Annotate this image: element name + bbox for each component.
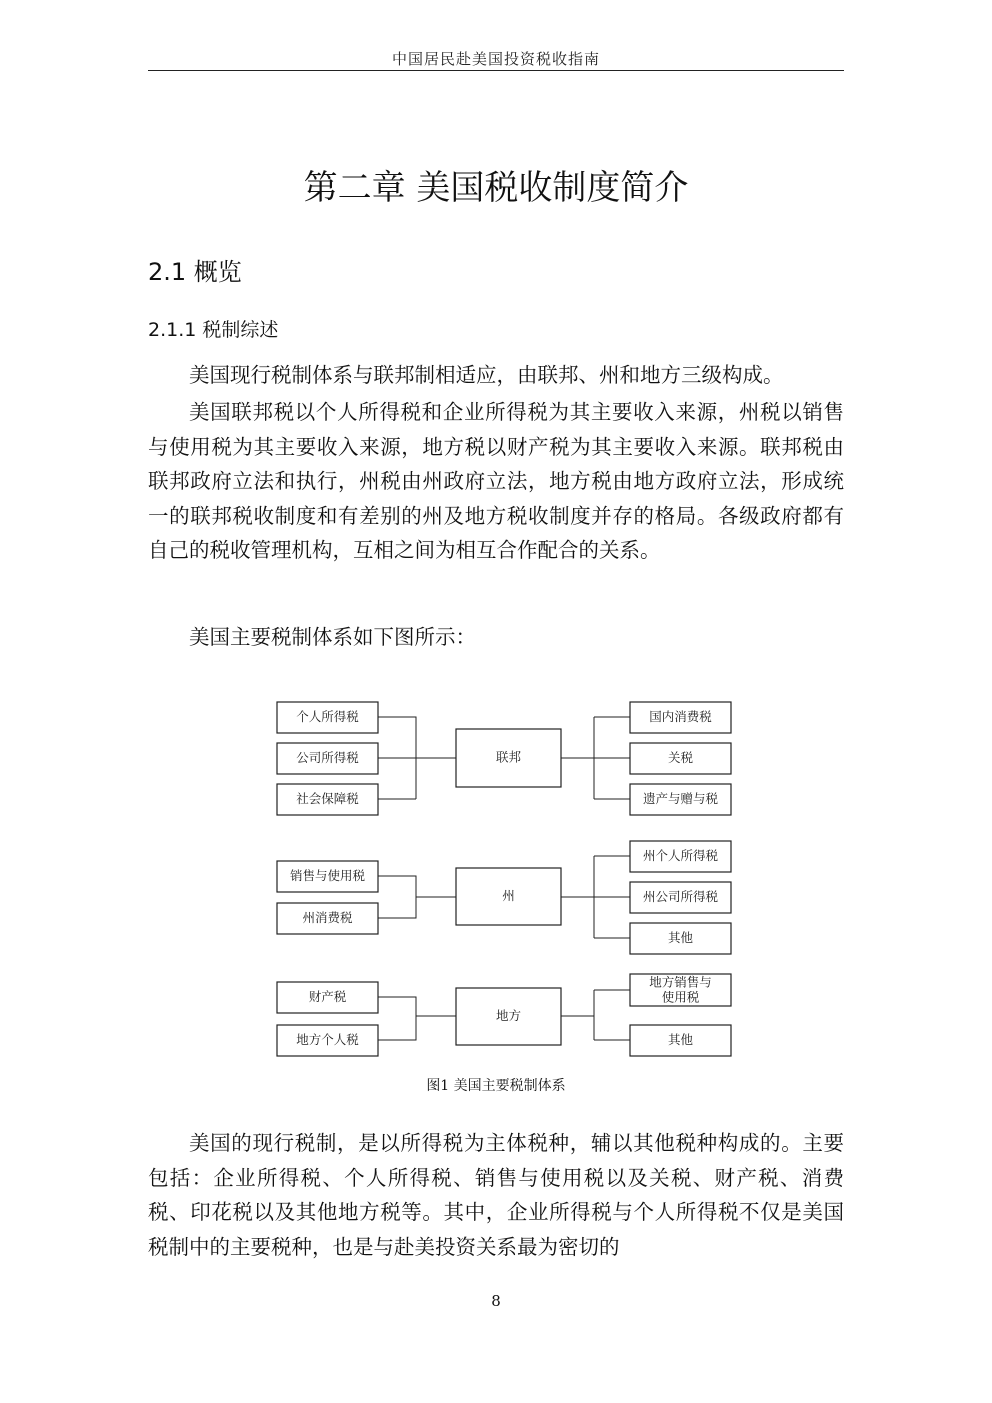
section-title: 2.1 概览 [148, 258, 242, 286]
diagram-center-label: 州 [502, 888, 515, 903]
figure-caption: 图1 美国主要税制体系 [426, 1078, 566, 1094]
paragraph-3: 美国主要税制体系如下图所示： [189, 625, 476, 649]
running-header: 中国居民赴美国投资税收指南 [391, 50, 600, 68]
paragraph-1: 美国现行税制体系与联邦制相适应，由联邦、州和地方三级构成。 [189, 363, 784, 387]
diagram-group-federal [277, 702, 731, 815]
diagram-box-label: 州消费税 [302, 910, 353, 925]
diagram-box-label: 关税 [667, 750, 694, 765]
diagram-center-label: 联邦 [495, 749, 522, 765]
diagram-box-label: 使用税 [661, 989, 700, 1005]
diagram-box-label: 遗产与赠与税 [642, 791, 719, 806]
diagram-box-label: 其他 [667, 1032, 694, 1047]
diagram-center-label: 地方 [495, 1008, 522, 1023]
paragraph-4: 美国的现行税制，是以所得税为主体税种，辅以其他税种构成的。主要包括：企业所得税、个人所得税、销售与使用税以及关税、财产税、消费税、印花税以及其他地方税等。其中，企业所得税与个人所得税不仅是美国税制中的主要税种，也是与赴美投资关系最为密切的 [148, 1131, 844, 1259]
diagram-box-label: 其他 [667, 930, 694, 945]
diagram-group-state [277, 841, 731, 954]
diagram-box-label: 销售与使用税 [289, 868, 366, 883]
diagram-box-label: 地方个人税 [296, 1032, 359, 1047]
paragraph-2: 美国联邦税以个人所得税和企业所得税为其主要收入来源，州税以销售与使用税为其主要收入来源，地方税以财产税为其主要收入来源。联邦税由联邦政府立法和执行，州税由州政府立法，地方税由地方政府立法，形成统一的联邦税收制度和有差别的州及地方税收制度并存的格局。各级政府都有自己的税收管理机构，互相之间为相互合作配合的关系。 [148, 400, 844, 562]
diagram-box-label: 个人所得税 [296, 709, 359, 724]
diagram-box-label: 地方销售与 [649, 974, 712, 990]
header-rule [148, 70, 844, 71]
diagram-box-label: 州个人所得税 [642, 848, 719, 863]
diagram-group-local [277, 974, 731, 1056]
page-number: 8 [491, 1292, 501, 1310]
diagram-box-label: 社会保障税 [296, 791, 359, 806]
subsection-title: 2.1.1 税制综述 [148, 319, 279, 341]
diagram-box-label: 公司所得税 [296, 750, 359, 765]
chapter-title: 第二章 美国税收制度简介 [303, 168, 689, 208]
tax-structure-diagram [270, 690, 740, 1060]
diagram-box-label: 财产税 [308, 989, 347, 1004]
diagram-box-label: 国内消费税 [649, 709, 712, 724]
diagram-box-label: 州公司所得税 [642, 889, 719, 904]
